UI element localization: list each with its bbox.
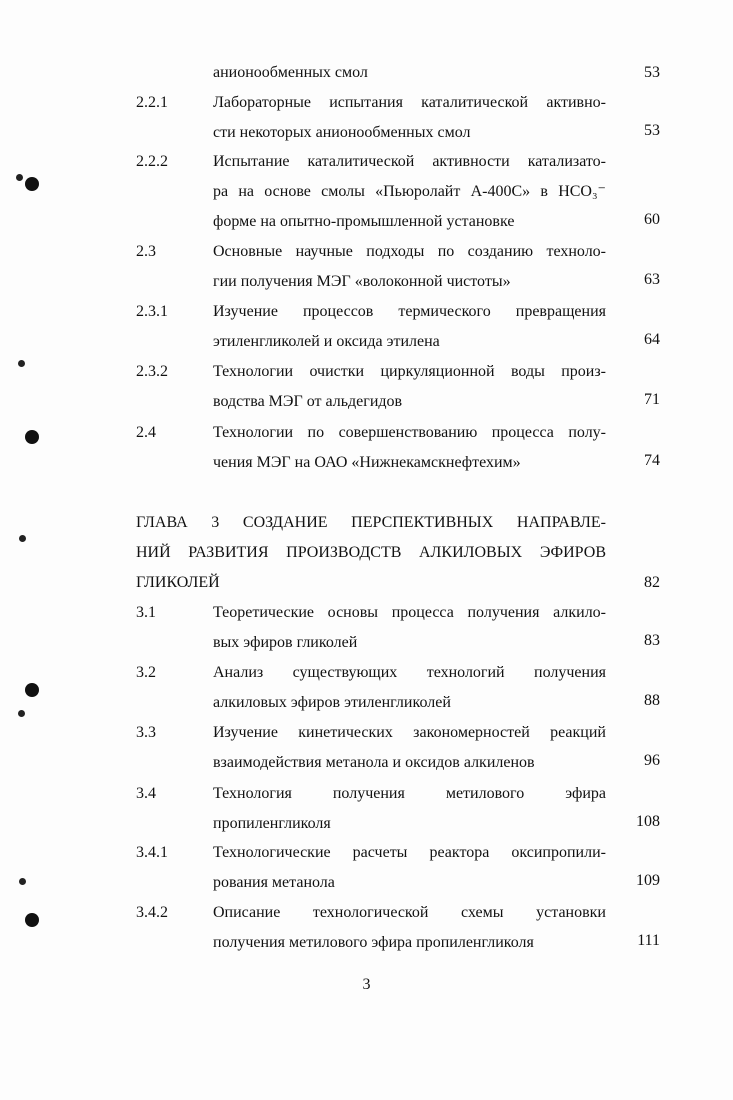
toc-entry-2-3-2 (136, 357, 660, 415)
toc-entry-title (213, 658, 606, 718)
toc-entry-number: 3.2 (136, 664, 156, 681)
toc-entry-page: 109 (636, 872, 660, 889)
toc-entry-number: 2.3.2 (136, 363, 168, 380)
toc-entry-2-3-1 (136, 297, 660, 355)
toc-entry-line: Лабораторные испытания каталитической активно- (213, 94, 606, 111)
toc-entry-line: пропиленгликоля (213, 815, 331, 832)
chapter-3-page: 82 (644, 574, 660, 591)
toc-entry-title (213, 418, 606, 478)
toc-entry-line: Теоретические основы процесса получения алкило- (213, 604, 606, 621)
chapter-3-heading (136, 508, 606, 598)
toc-entry-3-1 (136, 598, 660, 656)
toc-entry-number: 2.3.1 (136, 303, 168, 320)
page-number: 3 (362, 976, 371, 993)
toc-entry-page: 83 (644, 632, 660, 649)
toc-entry-page: 88 (644, 692, 660, 709)
toc-entry-line: форме на опытно-промышленной установке (213, 213, 515, 230)
toc-entry-line: ра на основе смолы «Пьюролайт А-400С» в HCO₃⁻ (213, 183, 606, 200)
toc-entry-line: получения метилового эфира пропиленгликоля (213, 934, 534, 951)
toc-entry-line: алкиловых эфиров этиленгликолей (213, 694, 451, 711)
toc-entry-line: водства МЭГ от альдегидов (213, 393, 403, 410)
toc-entry-line: гии получения МЭГ «волоконной чистоты» (213, 273, 511, 290)
toc-entry-title (213, 237, 606, 297)
chapter-heading-line: НИЙ РАЗВИТИЯ ПРОИЗВОДСТВ АЛКИЛОВЫХ ЭФИРОВ (136, 544, 606, 561)
toc-entry-3-4-1 (136, 838, 660, 896)
toc-entry-title (213, 898, 606, 958)
toc-entry-title (213, 88, 606, 148)
toc-entry-number: 2.4 (136, 424, 156, 441)
toc-entry-number: 3.4.1 (136, 844, 168, 861)
toc-entry-line: Анализ существующих технологий получения (213, 664, 606, 681)
toc-entry-page: 111 (637, 932, 660, 949)
toc-entry-line: вых эфиров гликолей (213, 634, 358, 651)
toc-entry-line: взаимодействия метанола и оксидов алкиленов (213, 754, 535, 771)
toc-entry-2-2-2 (136, 147, 660, 235)
toc-entry-line: чения МЭГ на ОАО «Нижнекамскнефтехим» (213, 454, 521, 471)
toc-entry-page: 63 (644, 271, 660, 288)
toc-entry-title (213, 779, 606, 839)
toc-entry-page: 53 (644, 122, 660, 139)
toc-entry-line: Изучение кинетических закономерностей реакций (213, 724, 606, 741)
toc-entry-title (213, 147, 606, 237)
toc-entry-line: Технологии по совершенствованию процесса полу- (213, 424, 606, 441)
toc-entry-number: 3.1 (136, 604, 156, 621)
toc-entry-line: рования метанола (213, 874, 335, 891)
punch-hole-mark (25, 430, 39, 444)
toc-entry-line: Описание технологической схемы установки (213, 904, 606, 921)
toc-entry-2-3 (136, 237, 660, 295)
toc-continuation-page: 53 (644, 64, 660, 81)
toc-continuation-text: анионообменных смол (213, 64, 368, 81)
toc-entry-number: 3.4.2 (136, 904, 168, 921)
toc-entry-title (213, 838, 606, 898)
punch-hole-mark (25, 683, 39, 697)
punch-hole-mark (25, 913, 39, 927)
scan-speck (18, 360, 25, 367)
toc-entry-line: Технологии очистки циркуляционной воды произ- (213, 363, 606, 380)
toc-entry-line: Технологические расчеты реактора оксипропили- (213, 844, 606, 861)
toc-entry-3-3 (136, 718, 660, 776)
toc-entry-title (213, 718, 606, 778)
toc-entry-3-4 (136, 779, 660, 837)
chapter-heading-line: ГЛИКОЛЕЙ (136, 574, 220, 591)
toc-entry-page: 96 (644, 752, 660, 769)
chapter-heading-line: ГЛАВА 3 СОЗДАНИЕ ПЕРСПЕКТИВНЫХ НАПРАВЛЕ- (136, 514, 606, 531)
toc-entry-page: 64 (644, 331, 660, 348)
toc-entry-line: Технология получения метилового эфира (213, 785, 606, 802)
toc-entry-number: 3.3 (136, 724, 156, 741)
toc-entry-title (213, 598, 606, 658)
toc-entry-number: 2.3 (136, 243, 156, 260)
scan-speck (19, 878, 26, 885)
toc-entry-title (213, 357, 606, 417)
toc-entry-number: 2.2.2 (136, 153, 168, 170)
toc-entry-2-2-1 (136, 88, 660, 146)
toc-entry-line: Основные научные подходы по созданию техноло- (213, 243, 606, 260)
toc-entry-title (213, 297, 606, 357)
toc-entry-2-4 (136, 418, 660, 476)
toc-entry-line: Изучение процессов термического превращения (213, 303, 606, 320)
toc-entry-line: сти некоторых анионообменных смол (213, 124, 471, 141)
toc-entry-3-4-2 (136, 898, 660, 956)
punch-hole-mark (25, 177, 39, 191)
toc-entry-page: 71 (644, 391, 660, 408)
scan-speck (18, 710, 25, 717)
toc-entry-page: 60 (644, 211, 660, 228)
scan-speck (19, 535, 26, 542)
scan-speck (16, 174, 23, 181)
toc-entry-3-2 (136, 658, 660, 716)
toc-entry-line: Испытание каталитической активности катализато- (213, 153, 606, 170)
toc-entry-page: 74 (644, 452, 660, 469)
toc-entry-number: 2.2.1 (136, 94, 168, 111)
toc-entry-page: 108 (636, 813, 660, 830)
toc-entry-line: этиленгликолей и оксида этилена (213, 333, 440, 350)
toc-entry-number: 3.4 (136, 785, 156, 802)
